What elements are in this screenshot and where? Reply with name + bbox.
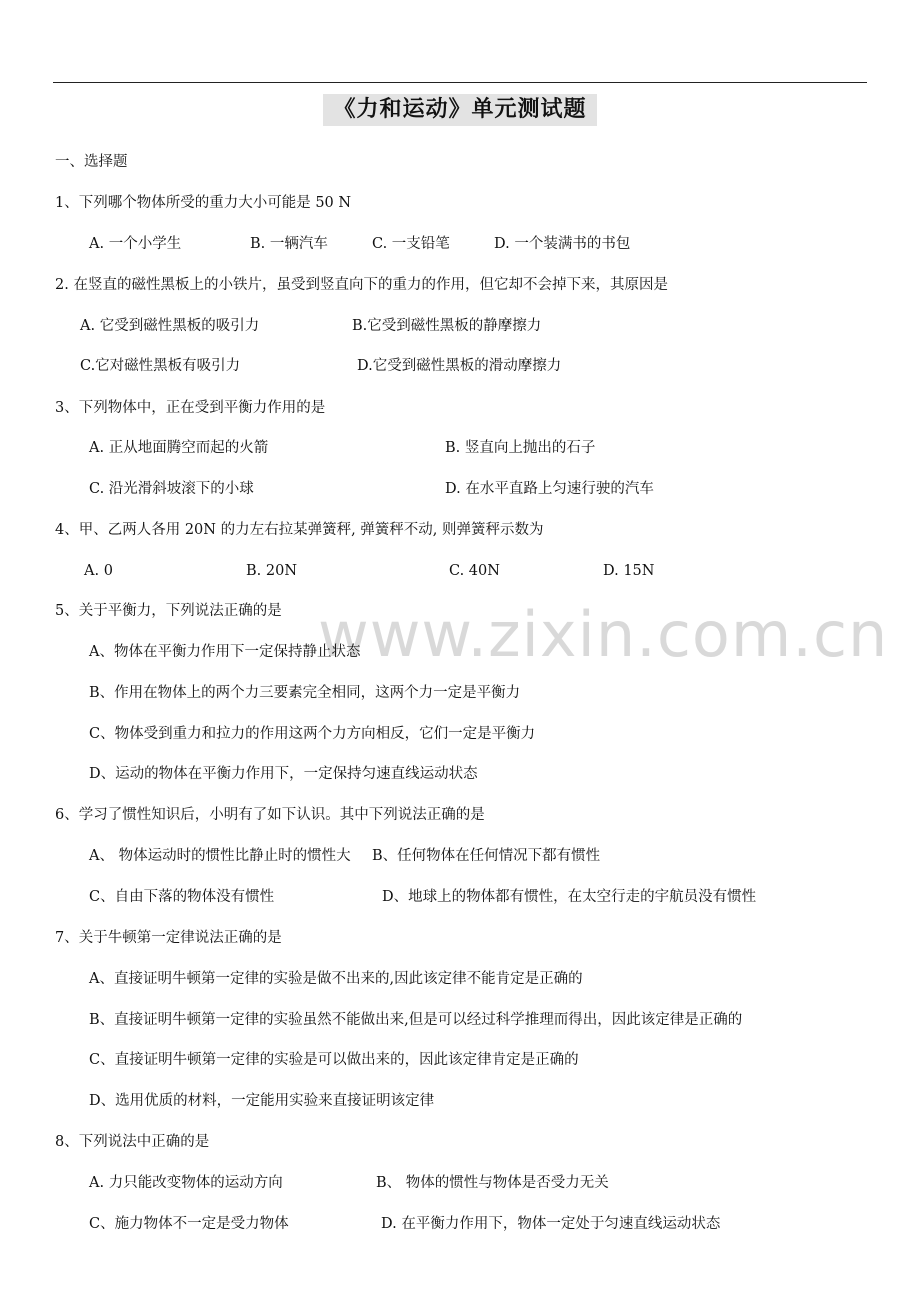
watermark: www.zixin.com.cn (318, 598, 889, 671)
question-1-stem: 1、下列哪个物体所受的重力大小可能是 50 N (55, 195, 352, 211)
question-7-option-d: D、选用优质的材料，一定能用实验来直接证明该定律 (89, 1093, 435, 1109)
question-4-option-d: D. 15N (603, 563, 655, 579)
question-7-stem: 7、关于牛顿第一定律说法正确的是 (55, 930, 282, 946)
question-2-option-c: C.它对磁性黑板有吸引力 (80, 358, 241, 374)
question-6-option-a: A、 物体运动时的惯性比静止时的惯性大 (89, 848, 351, 864)
question-8-option-c: C、施力物体不一定是受力物体 (89, 1216, 289, 1232)
question-8-option-a: A. 力只能改变物体的运动方向 (89, 1175, 283, 1191)
question-1-option-d: D. 一个装满书的书包 (494, 236, 631, 252)
question-5-option-b: B、作用在物体上的两个力三要素完全相同，这两个力一定是平衡力 (89, 685, 521, 701)
question-2-option-b: B.它受到磁性黑板的静摩擦力 (352, 318, 542, 334)
question-7-option-b: B、直接证明牛顿第一定律的实验虽然不能做出来,但是可以经过科学推理而得出，因此该定律是正确的 (89, 1012, 743, 1028)
question-2-option-a: A. 它受到磁性黑板的吸引力 (80, 318, 260, 334)
question-3-stem: 3、下列物体中，正在受到平衡力作用的是 (55, 400, 326, 416)
question-7-option-c: C、直接证明牛顿第一定律的实验是可以做出来的，因此该定律肯定是正确的 (89, 1052, 579, 1068)
question-4-option-c: C. 40N (449, 563, 500, 579)
question-3-option-d: D. 在水平直路上匀速行驶的汽车 (445, 481, 654, 497)
question-6-stem: 6、学习了惯性知识后，小明有了如下认识。其中下列说法正确的是 (55, 807, 485, 823)
question-4-stem: 4、甲、乙两人各用 20N 的力左右拉某弹簧秤, 弹簧秤不动, 则弹簧秤示数为 (55, 522, 544, 538)
question-5-stem: 5、关于平衡力，下列说法正确的是 (55, 603, 282, 619)
question-8-option-d: D. 在平衡力作用下，物体一定处于匀速直线运动状态 (381, 1216, 721, 1232)
question-1-option-a: A. 一个小学生 (89, 236, 182, 252)
question-8-option-b: B、 物体的惯性与物体是否受力无关 (376, 1175, 609, 1191)
question-6-option-b: B、任何物体在任何情况下都有惯性 (372, 848, 601, 864)
page-title: 《力和运动》单元测试题 (323, 94, 597, 126)
question-4-option-b: B. 20N (246, 563, 298, 579)
section-heading: 一、选择题 (55, 154, 128, 170)
question-3-option-a: A. 正从地面腾空而起的火箭 (89, 440, 269, 456)
question-6-option-c: C、自由下落的物体没有惯性 (89, 889, 275, 905)
question-3-option-b: B. 竖直向上抛出的石子 (445, 440, 596, 456)
header-rule (53, 82, 867, 83)
question-1-option-c: C. 一支铅笔 (372, 236, 450, 252)
question-1-option-b: B. 一辆汽车 (250, 236, 328, 252)
question-5-option-c: C、物体受到重力和拉力的作用这两个力方向相反，它们一定是平衡力 (89, 726, 536, 742)
question-6-option-d: D、地球上的物体都有惯性，在太空行走的宇航员没有惯性 (382, 889, 757, 905)
question-5-option-a: A、物体在平衡力作用下一定保持静止状态 (89, 644, 361, 660)
question-2-option-d: D.它受到磁性黑板的滑动摩擦力 (357, 358, 562, 374)
question-3-option-c: C. 沿光滑斜坡滚下的小球 (89, 481, 254, 497)
question-7-option-a: A、直接证明牛顿第一定律的实验是做不出来的,因此该定律不能肯定是正确的 (89, 971, 583, 987)
question-4-option-a: A. 0 (84, 563, 113, 579)
question-5-option-d: D、运动的物体在平衡力作用下，一定保持匀速直线运动状态 (89, 766, 478, 782)
question-2-stem: 2. 在竖直的磁性黑板上的小铁片，虽受到竖直向下的重力的作用，但它却不会掉下来，其原因是 (55, 277, 668, 293)
question-8-stem: 8、下列说法中正确的是 (55, 1134, 210, 1150)
